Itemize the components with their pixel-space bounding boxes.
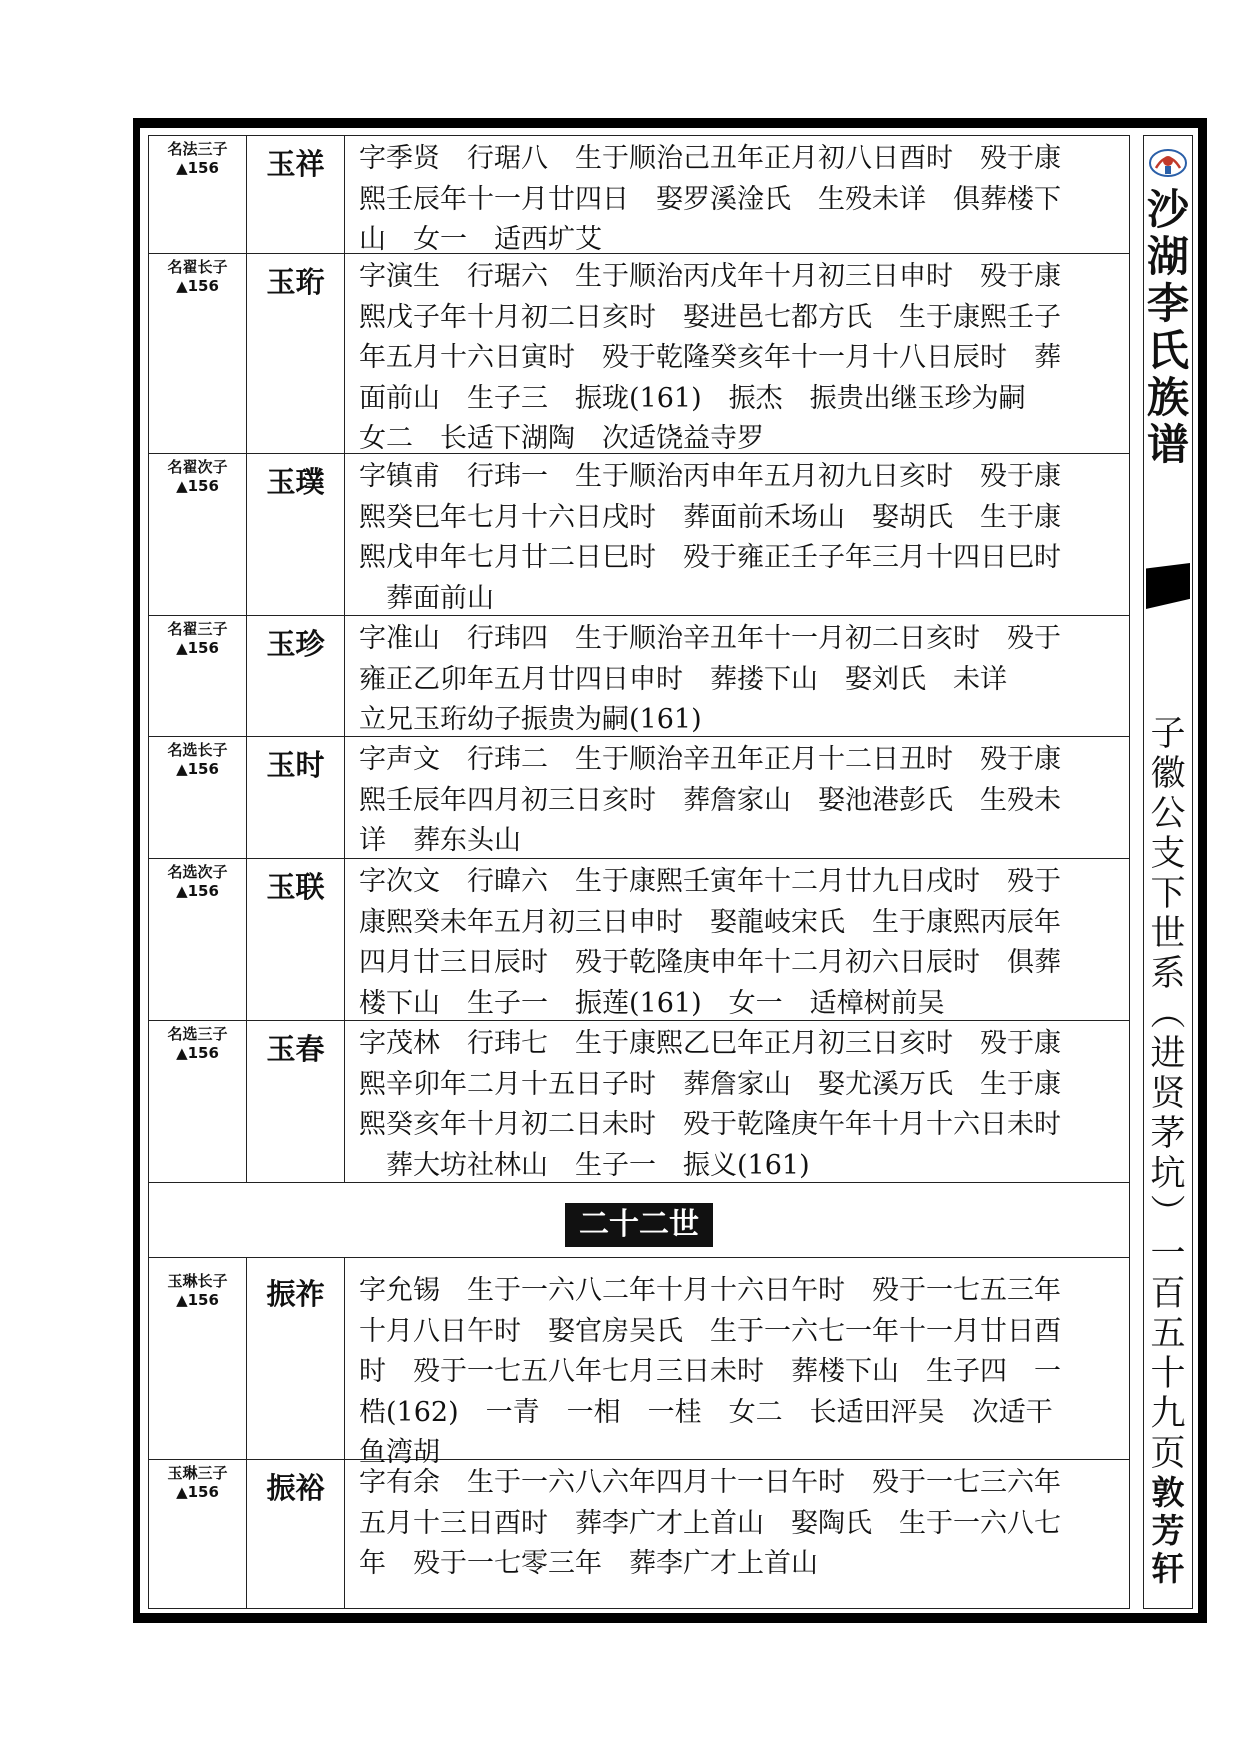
record-line: 立兄玉珩幼子振贵为嗣(161) <box>359 704 702 735</box>
subtitle-char: 页 <box>1150 1434 1186 1474</box>
record-line: 字演生 行琚六 生于顺治丙戊年十月初三日申时 殁于康 <box>359 261 1061 292</box>
name-cell: 玉祥 <box>247 136 345 253</box>
record-line: 字声文 行玮二 生于顺治辛丑年正月十二日丑时 殁于康 <box>359 744 1061 775</box>
ref-mark: ▲156 <box>176 760 219 778</box>
name-cell: 振祚 <box>247 1258 345 1459</box>
record-text <box>359 737 1119 858</box>
name-cell: 玉春 <box>247 1021 345 1182</box>
hall-char: 轩 <box>1151 1549 1185 1588</box>
entry-row <box>149 616 1129 737</box>
name-cell: 玉珍 <box>247 616 345 736</box>
flag-mark <box>1146 563 1190 609</box>
ref-mark: ▲156 <box>176 159 219 177</box>
parent-label: 玉琳三子 <box>167 1464 228 1482</box>
generation-heading: 二十二世 <box>565 1203 713 1247</box>
subtitle-char: 系 <box>1150 954 1186 994</box>
subtitle-char: 五 <box>1150 1314 1186 1354</box>
record-line: 字有余 生于一六八六年四月十一日午时 殁于一七三六年 <box>359 1467 1061 1498</box>
record-line: 年五月十六日寅时 殁于乾隆癸亥年十一月十八日辰时 葬 <box>359 342 1061 373</box>
clan-emblem-icon <box>1144 146 1192 182</box>
record-line: 十月八日午时 娶官房吴氏 生于一六七一年十一月廿日酉 <box>359 1315 1061 1347</box>
record-line: 熙辛卯年二月十五日子时 葬詹家山 娶尤溪万氏 生于康 <box>359 1068 1061 1100</box>
parent-label: 名法三子 <box>167 140 228 158</box>
name-cell: 玉时 <box>247 737 345 858</box>
record-line: 熙癸亥年十月初二日未时 殁于乾隆庚午年十月十六日未时 <box>359 1109 1061 1140</box>
hall-char: 芳 <box>1151 1511 1185 1550</box>
record-line: 时 殁于一七五八年七月三日未时 葬楼下山 生子四 一 <box>359 1356 1061 1387</box>
title-char: 沙 <box>1146 185 1189 234</box>
record-line: 四月廿三日辰时 殁于乾隆庚申年十二月初六日辰时 俱葬 <box>359 947 1061 978</box>
title-char: 族 <box>1146 373 1189 422</box>
parent-label: 名选次子 <box>167 863 228 881</box>
record-line: 字季贤 行琚八 生于顺治己丑年正月初八日酉时 殁于康 <box>359 143 1061 174</box>
ref-mark: ▲156 <box>176 639 219 657</box>
generation-row <box>149 1183 1129 1258</box>
ref-mark: ▲156 <box>176 1291 219 1309</box>
subtitle-char: ︵ <box>1150 994 1186 1034</box>
record-line: 熙戊申年七月廿二日巳时 殁于雍正壬子年三月十四日巳时 <box>359 542 1061 573</box>
entry-row <box>149 254 1129 454</box>
record-line: 鱼湾胡 <box>359 1437 440 1468</box>
title-char: 氏 <box>1146 326 1189 375</box>
record-line: 熙戊子年十月初二日亥时 娶进邑七都方氏 生于康熙壬子 <box>359 301 1061 333</box>
genealogy-table <box>148 135 1130 1609</box>
record-line: 梏(162) 一青 一相 一桂 女二 长适田泙吴 次适干 <box>359 1396 1053 1428</box>
title-char: 谱 <box>1146 420 1189 469</box>
subtitle-char: 公 <box>1150 794 1186 834</box>
ref-mark: ▲156 <box>176 277 219 295</box>
subtitle-char: 百 <box>1150 1274 1186 1314</box>
parent-cell <box>149 454 247 615</box>
record-line: 雍正乙卯年五月廿四日申时 葬搂下山 娶刘氏 未详 <box>359 663 1007 695</box>
parent-cell <box>149 737 247 858</box>
ref-mark: ▲156 <box>176 1483 219 1501</box>
subtitle-char: 十 <box>1150 1354 1186 1394</box>
subtitle-char: 支 <box>1150 834 1186 874</box>
parent-label: 名选长子 <box>167 741 228 759</box>
record-line: 葬大坊社林山 生子一 振义(161) <box>359 1149 810 1181</box>
parent-label: 玉琳长子 <box>167 1272 228 1290</box>
subtitle-char: 下 <box>1150 874 1186 914</box>
record-line: 字次文 行暐六 生于康熙壬寅年十二月廿九日戌时 殁于 <box>359 866 1061 897</box>
entry-row <box>149 136 1129 254</box>
record-line: 山 女一 适西圹艾 <box>359 224 602 255</box>
record-text <box>359 454 1119 615</box>
record-text <box>359 1021 1119 1182</box>
record-line: 熙癸巳年七月十六日戌时 葬面前禾场山 娶胡氏 生于康 <box>359 501 1061 533</box>
entry-row <box>149 454 1129 616</box>
entry-row <box>149 1460 1129 1608</box>
parent-cell <box>149 1258 247 1459</box>
frame-right-bar <box>1198 118 1207 1623</box>
subtitle-char: 一 <box>1150 1234 1186 1274</box>
parent-label: 名翟长子 <box>167 258 228 276</box>
record-line: 五月十三日酉时 葬李广才上首山 娶陶氏 生于一六八七 <box>359 1507 1061 1539</box>
record-line: 详 葬东头山 <box>359 825 521 856</box>
name-cell: 玉珩 <box>247 254 345 453</box>
record-text <box>359 616 1119 736</box>
parent-label: 名翟次子 <box>167 458 228 476</box>
parent-cell <box>149 859 247 1020</box>
ref-mark: ▲156 <box>176 882 219 900</box>
parent-cell <box>149 1460 247 1608</box>
title-char: 湖 <box>1146 232 1189 281</box>
name-cell: 振裕 <box>247 1460 345 1608</box>
name-cell: 玉璞 <box>247 454 345 615</box>
record-text <box>359 1258 1119 1468</box>
parent-cell <box>149 136 247 253</box>
parent-cell <box>149 1021 247 1182</box>
parent-cell <box>149 254 247 453</box>
record-line: 字允锡 生于一六八二年十月十六日午时 殁于一七五三年 <box>359 1275 1061 1306</box>
record-line: 字镇甫 行玮一 生于顺治丙申年五月初九日亥时 殁于康 <box>359 461 1061 492</box>
subtitle-char: 九 <box>1150 1394 1186 1434</box>
subtitle-char: 贤 <box>1150 1074 1186 1114</box>
entry-row <box>149 1258 1129 1468</box>
record-line: 康熙癸未年五月初三日申时 娶龍岐宋氏 生于康熙丙辰年 <box>359 906 1061 938</box>
side-banner <box>1143 135 1193 1609</box>
ref-mark: ▲156 <box>176 1044 219 1062</box>
hall-char: 敦 <box>1151 1473 1185 1512</box>
entry-row <box>149 737 1129 859</box>
record-text <box>359 136 1119 253</box>
parent-label: 名翟三子 <box>167 620 228 638</box>
ref-mark: ▲156 <box>176 477 219 495</box>
parent-label: 名选三子 <box>167 1025 228 1043</box>
record-text <box>359 254 1119 453</box>
entry-row <box>149 1021 1129 1183</box>
record-text <box>359 859 1119 1020</box>
hall-name <box>1144 1474 1192 1588</box>
record-line: 面前山 生子三 振珑(161) 振杰 振贵出继玉珍为嗣 <box>359 382 1026 414</box>
subtitle-char: 子 <box>1150 714 1186 754</box>
subtitle-char: 徽 <box>1150 754 1186 794</box>
subtitle-char: ︶ <box>1150 1194 1186 1234</box>
name-cell: 玉联 <box>247 859 345 1020</box>
book-title <box>1144 186 1192 468</box>
branch-subtitle <box>1144 714 1192 1474</box>
record-line: 女二 长适下湖陶 次适饶益寺罗 <box>359 423 764 454</box>
entry-row <box>149 859 1129 1021</box>
subtitle-char: 坑 <box>1150 1154 1186 1194</box>
record-line: 熙壬辰年四月初三日亥时 葬詹家山 娶池港彭氏 生殁未 <box>359 784 1061 816</box>
record-line: 字茂林 行玮七 生于康熙乙巳年正月初三日亥时 殁于康 <box>359 1028 1061 1059</box>
subtitle-char: 茅 <box>1150 1114 1186 1154</box>
record-line: 熙壬辰年十一月廿四日 娶罗溪淦氏 生殁未详 俱葬楼下 <box>359 183 1061 215</box>
subtitle-char: 进 <box>1150 1034 1186 1074</box>
record-line: 葬面前山 <box>359 582 494 614</box>
parent-cell <box>149 616 247 736</box>
subtitle-char: 世 <box>1150 914 1186 954</box>
record-text <box>359 1460 1119 1608</box>
title-char: 李 <box>1146 279 1189 328</box>
record-line: 字准山 行玮四 生于顺治辛丑年十一月初二日亥时 殁于 <box>359 623 1061 654</box>
record-line: 年 殁于一七零三年 葬李广才上首山 <box>359 1548 818 1579</box>
record-line: 楼下山 生子一 振莲(161) 女一 适樟树前吴 <box>359 987 945 1019</box>
